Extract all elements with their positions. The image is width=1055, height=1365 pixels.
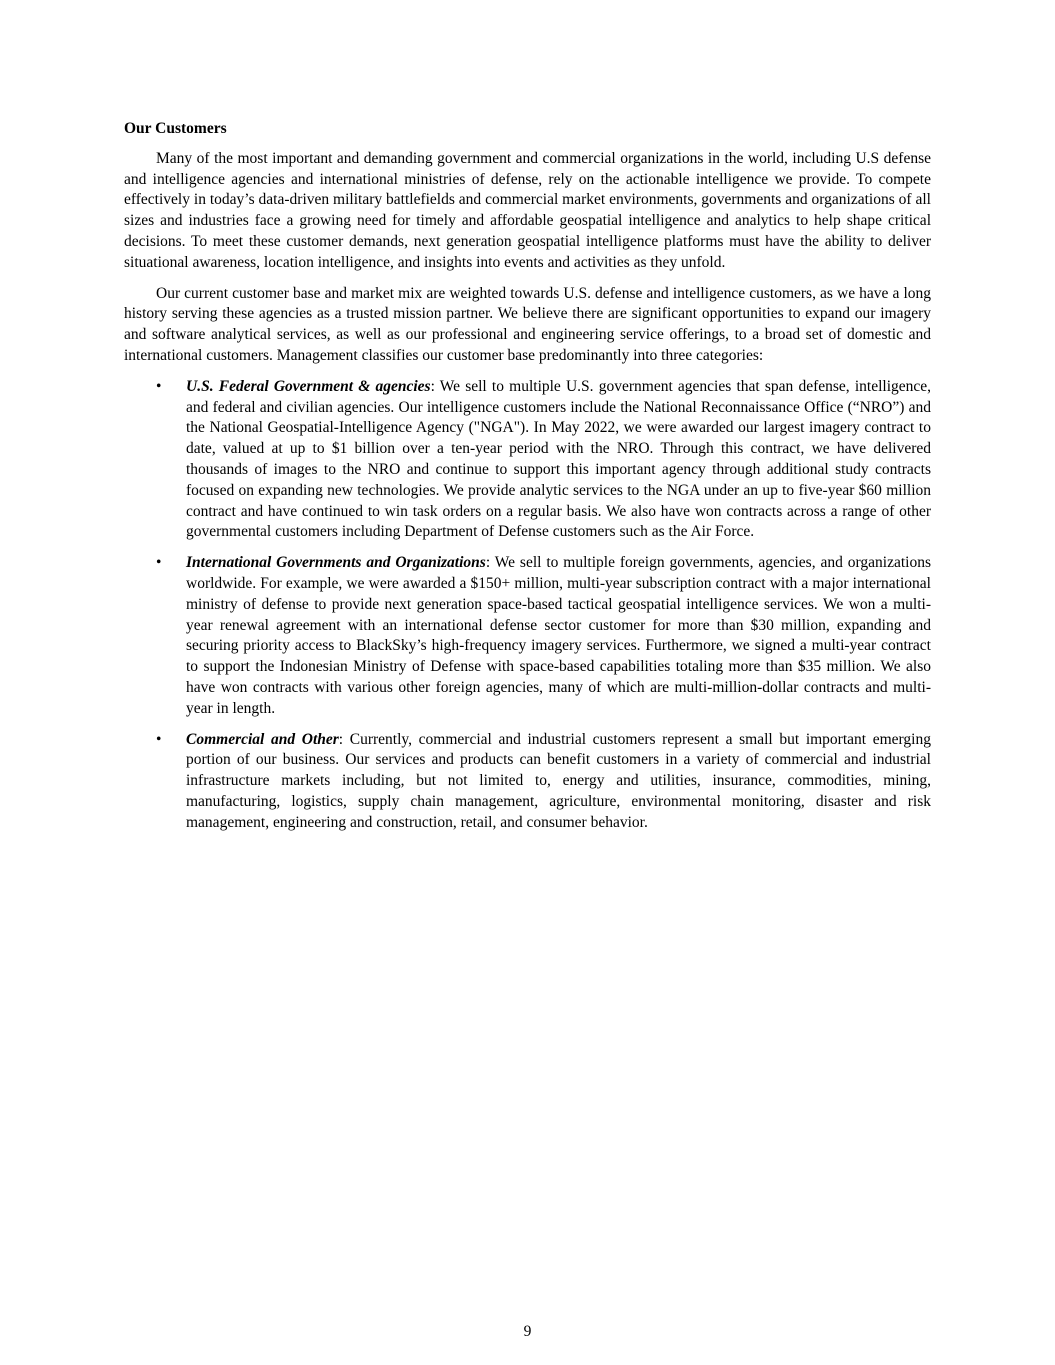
bullet-icon: • [156, 730, 162, 748]
category-term: Commercial and Other [186, 730, 339, 748]
list-item [124, 377, 931, 543]
category-term: U.S. Federal Government & agencies [186, 377, 431, 395]
paragraph-customer-base: Our current customer base and market mix are weighted towards U.S. defense and intelligence customers, as we have a long history serving these agencies as a trusted mission partner. We believe there are significant opportunities to expand our imagery and software analytical services, as well as our professional and engineering service offerings, to a broad set of domestic and international customers. Management classifies our customer base predominantly into three categories: [124, 284, 931, 364]
section-heading: Our Customers [124, 120, 227, 137]
document-page [124, 119, 931, 844]
list-item [124, 730, 931, 834]
category-description: : We sell to multiple foreign governments, agencies, and organizations worldwide. For example, we were awarded a $150+ million, multi-year subscription contract with a major international ministry of defense to provide next generation space-based tactical geospatial intelligence services. We won a multi-year renewal agreement with an international defense sector customer for more than $30 million, expanding and securing priority access to BlackSky’s high-frequency imagery services. Furthermore, we signed a multi-year contract to support the Indonesian Ministry of Defense with space-based capabilities totaling more than $35 million. We also have won contracts with various other foreign agencies, many of which are multi-million-dollar contracts and multi-year in length. [186, 554, 931, 717]
category-description: : We sell to multiple U.S. government agencies that span defense, intelligence, and federal and civilian agencies. Our intelligence customers include the National Reconnaissance Office (“NRO”) and the National Geospatial-Intelligence Agency ("NGA"). In May 2022, we were awarded our largest imagery contract to date, valued at up to $1 billion over a ten-year period with the NRO. Through this contract, we have delivered thousands of images to the NRO and continue to support this important agency through additional study contracts focused on expanding new technologies. We provide analytic services to the NGA under an up to five-year $60 million contract and have continued to win task orders on a regular basis. We also have won contracts across a range of other governmental customers including Department of Defense customers such as the Air Force. [186, 377, 932, 541]
customer-category-list [124, 377, 931, 834]
paragraph-intro: Many of the most important and demanding government and commercial organizations in the world, including U.S defense and intelligence agencies and international ministries of defense, rely on the actionable intelligence we provide. To compete effectively in today’s data-driven military battlefields and commercial market environments, governments and organizations of all sizes and industries face a growing need for timely and affordable geospatial intelligence and analytics to help shape critical decisions. To meet these customer demands, next generation geospatial intelligence platforms must have the ability to deliver situational awareness, location intelligence, and insights into events and activities as they unfold. [124, 149, 931, 271]
category-term: International Governments and Organizations [186, 554, 486, 572]
bullet-icon: • [156, 554, 162, 572]
page-number: 9 [523, 1323, 532, 1340]
bullet-icon: • [156, 377, 162, 395]
list-item [124, 553, 931, 719]
category-description: : Currently, commercial and industrial customers represent a small but important emerging portion of our business. Our services and products can benefit customers in a variety of commercial and industrial infrastructure markets including, but not limited to, energy and utilities, insurance, commodities, mining, manufacturing, logistics, supply chain management, agriculture, environmental monitoring, disaster and risk management, engineering and construction, retail, and consumer behavior. [186, 730, 931, 831]
